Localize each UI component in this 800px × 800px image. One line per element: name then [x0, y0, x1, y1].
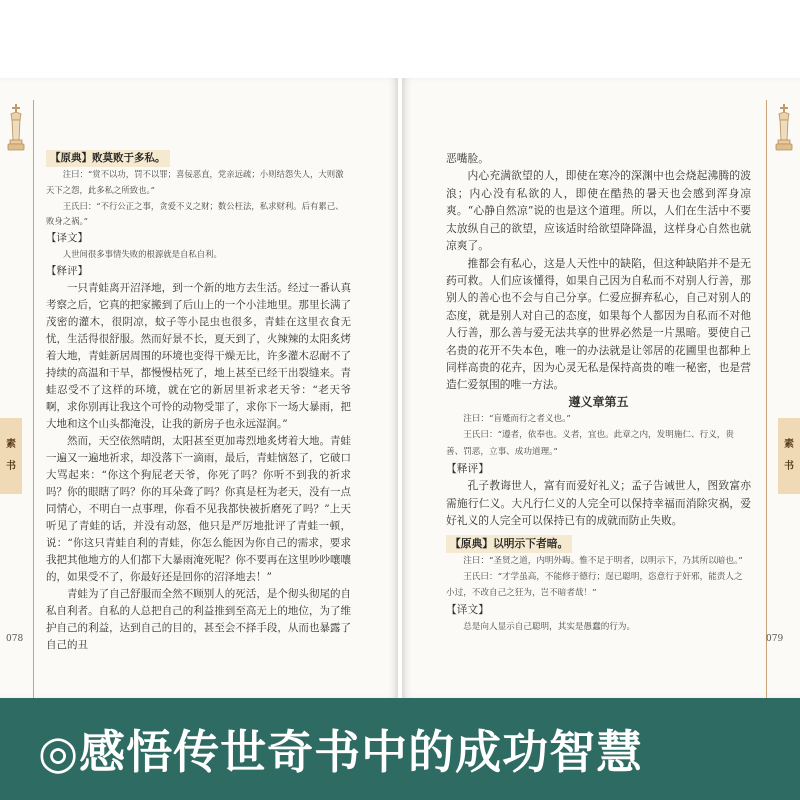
body-paragraph: 然而，天空依然晴朗，太阳甚至更加毒烈地炙烤着大地。青蛙一遍又一遍地祈求，却没落下一滴雨，最后，青蛙恼怒了，它破口大骂起来：“你这个狗屁老天爷，你死了吗？你听不到我的祈求吗？你的眼瞎了吗？你的耳朵聋了吗？你真是枉为老天，没有一点同情心，不明白一点事理，你看不见我都快被折磨死了吗？”上天听见了青蛙的话，并没有动怒，他只是严厉地批评了青蛙一顿，说：“你这只青蛙自利的青蛙，你怎么能因为你自己的需求，要求我把其他地方的人们都下大暴雨淹死呢？你不要再在这里吵吵嚷嚷的，如果受不了，你最好还是回你的沼泽地去！”: [46, 434, 351, 584]
original-heading: 【原典】以明示下者暗。: [446, 535, 572, 552]
right-page: [402, 78, 800, 698]
right-content: [446, 150, 751, 635]
page-number: 079: [766, 634, 784, 644]
section-label: 【释评】: [446, 461, 490, 475]
side-tab: [0, 418, 22, 494]
side-tab-char: 素: [784, 439, 794, 450]
banner-inner: [38, 712, 762, 786]
left-page: [0, 78, 398, 698]
translation-text: 人世间很多事情失败的根源就是自私自利。: [62, 249, 222, 260]
left-margin-line: [33, 100, 34, 698]
promo-banner: [0, 698, 800, 800]
chess-king-icon: [5, 104, 27, 158]
chess-king-icon: [773, 104, 795, 158]
banner-text: ◎感悟传世奇书中的成功智慧: [38, 725, 644, 779]
translation-text: 总是向人显示自己聪明，其实是愚蠢的行为。: [463, 621, 636, 632]
annotation: 王氏曰：“不行公正之事，贪爱不义之财；数公枉法，私求财利。后有累己、败身之祸。”: [46, 200, 344, 227]
original-heading: 【原典】败莫败于多私。: [46, 150, 170, 167]
side-tab: [778, 418, 800, 494]
left-content: [46, 150, 351, 654]
side-tab-char: 素: [6, 439, 16, 450]
right-margin-line: [766, 100, 767, 698]
body-paragraph: 恶嘴脸。: [446, 152, 490, 165]
section-label: 【译文】: [446, 603, 490, 617]
side-tab-char: 书: [6, 461, 16, 472]
body-paragraph: 青蛙为了自己舒服而全然不顾别人的死活，是个彻头彻尾的自私自利者。自私的人总把自己的利益推到至高无上的地位，为了维护自己的利益，达到自己的目的，甚至会不择手段，从而也暴露了自己的丑: [46, 588, 351, 652]
annotation: 王氏曰：“遵者，依奉也。义者，宜也。此章之内，发明施仁、行义，贵善、罚恶，立事、成功道理。”: [446, 430, 734, 457]
annotation: 注曰：“圣贤之道，内明外晦。惟不足于明者，以明示下，乃其所以暗也。”: [463, 555, 743, 566]
chapter-title: 遵义章第五: [568, 394, 629, 409]
body-paragraph: 孔子教诲世人，富有而爱好礼义；孟子告诫世人，图致富亦需施行仁义。大凡行仁义的人完全可以保持幸福而消除灾祸，爱好礼义的人完全可以保持已有的成就而防止失败。: [446, 479, 751, 527]
section-label: 【译文】: [46, 232, 88, 245]
body-paragraph: 推都会有私心，这是人天性中的缺陷，但这种缺陷并不是无药可救。人们应该懂得，如果自己因为自私而不对别人行善，那别人的善心也不会与自己分享。仁爱应摒弃私心，自己对别人的态度，就是别人对自己的态度，如果每个人都因为自私而不对他人行善，那么善与爱无法共享的世界必然是一片黑暗。要使自己名贵的花开不失本色，唯一的办法就是让邻居的花圃里也都种上同样高贵的花卉，因为心灵无私是保持高贵的唯一秘密，也是营造仁爱氛围的唯一方法。: [446, 256, 751, 392]
page-number: 078: [6, 634, 24, 644]
annotation: 注曰：“盲蹙而行之者义也。”: [463, 414, 571, 425]
annotation: 注曰：“赏不以功，罚不以罪；喜佞恶直，党亲远疏；小则结怨失人，大则激天下之怨，此多私之所致也。”: [46, 169, 344, 195]
side-tab-char: 书: [784, 461, 794, 472]
body-paragraph: 内心充满欲望的人，即使在寒冷的深渊中也会烧起沸腾的波浪；内心没有私欲的人，即使在酷热的暑天也会感到浑身凉爽。“心静自然凉”说的也是这个道理。所以，人们在生活中不要太放纵自己的欲望，应该适时给欲望降降温，这样身心自然也就凉爽了。: [446, 169, 751, 253]
body-paragraph: 一只青蛙离开沼泽地，到一个新的地方去生活。经过一番认真考察之后，它真的把家搬到了后山上的一个小洼地里。那里长满了茂密的灌木，很阴凉，蚊子等小昆虫也很多，青蛙在这里衣食无忧，生活得很舒服。然而好景不长，夏天到了，火辣辣的太阳炙烤着大地，青蛙新居周围的环境也变得干燥无比，许多灌木忍耐不了持续的高温和干旱，都慢慢枯死了，地上甚至已经干出裂缝来。青蛙忍受不了这样的环境，就在它的新居里祈求老天爷：“老天爷啊，求你别再让我这个可怜的动物受罪了，求你下一场大暴雨，把大地和这个山头都淹没，让我的新房子也永远湿润。”: [46, 281, 351, 430]
section-label: 【释评】: [46, 264, 88, 277]
annotation: 王氏曰：“才学虽高，不能修于德行；逞已聪明，恣意行于奸邪，能责人之小过，不改自己之狂为，岂不暗者哉！”: [446, 571, 743, 599]
